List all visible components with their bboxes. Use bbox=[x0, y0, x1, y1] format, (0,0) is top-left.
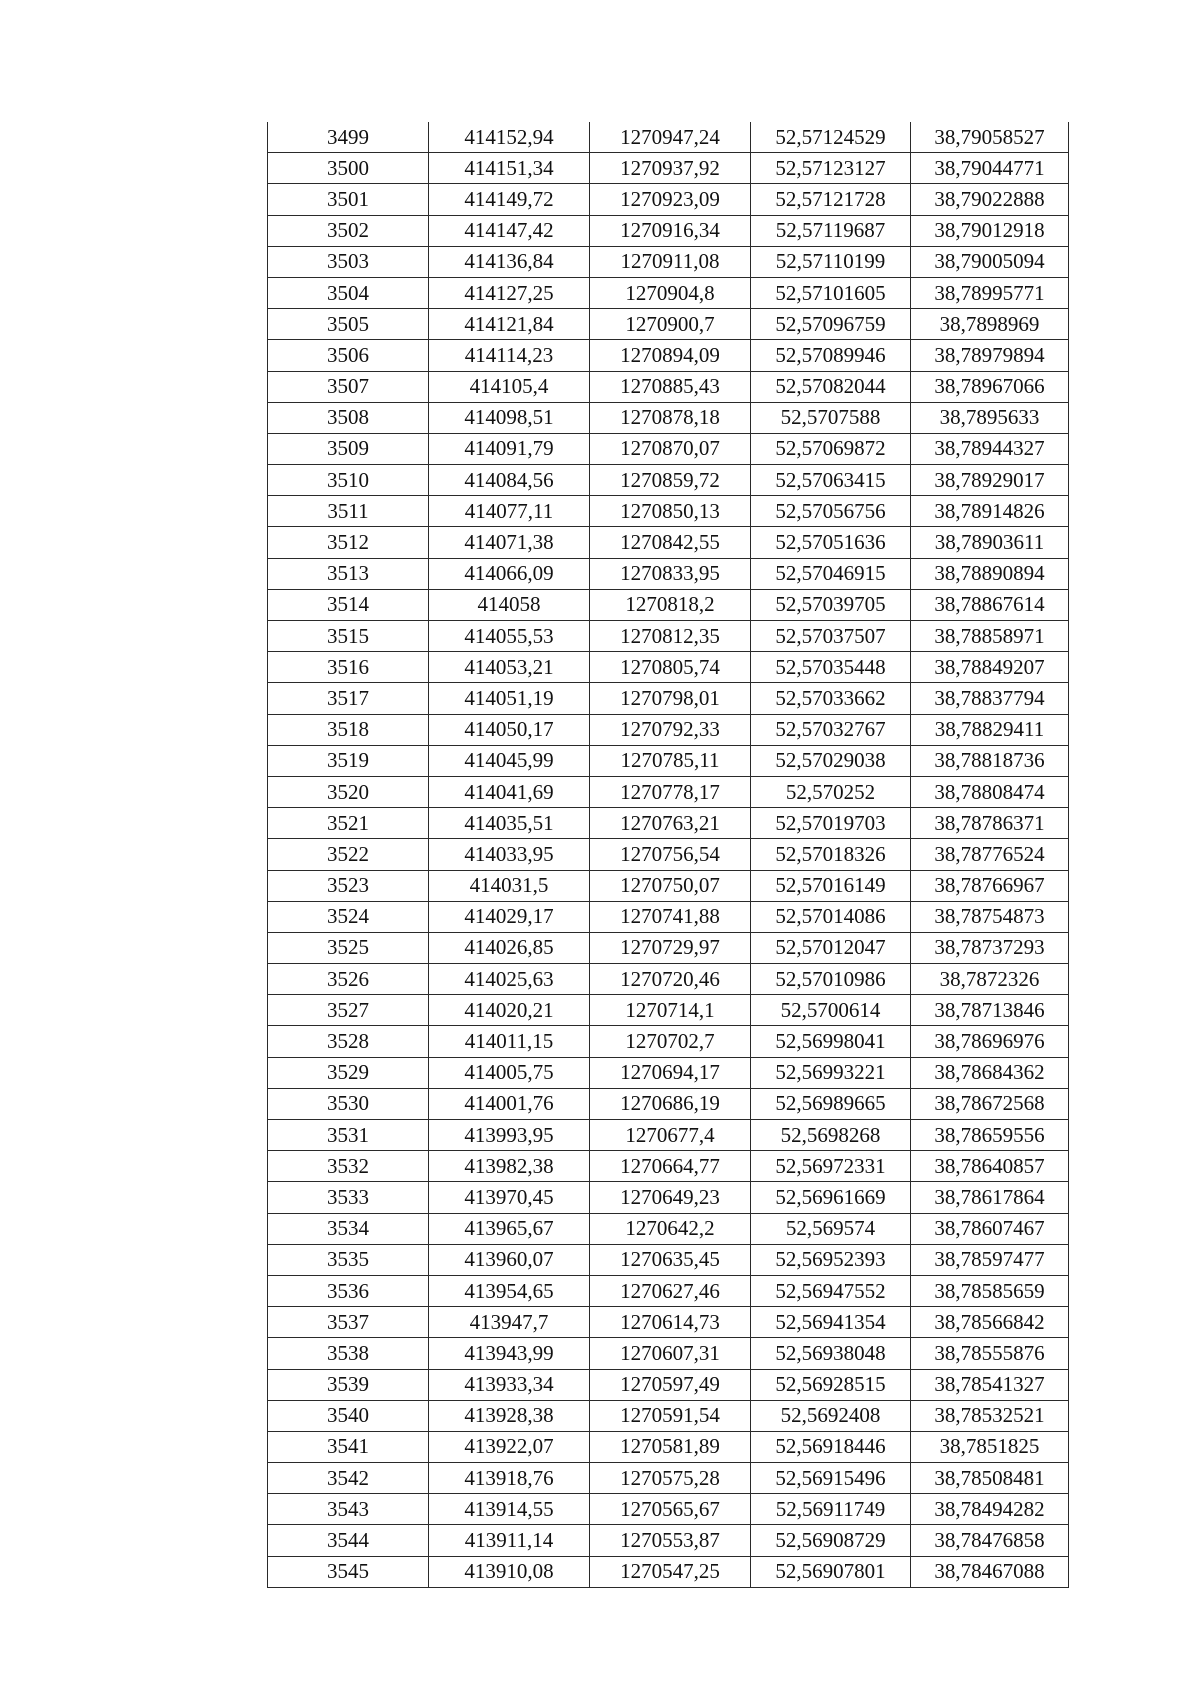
y-coordinate-cell: 1270798,01 bbox=[590, 683, 751, 714]
latitude-cell: 52,5698268 bbox=[751, 1120, 911, 1151]
latitude-cell: 52,57089946 bbox=[751, 340, 911, 371]
longitude-cell: 38,78508481 bbox=[911, 1463, 1069, 1494]
latitude-cell: 52,570252 bbox=[751, 776, 911, 807]
y-coordinate-cell: 1270792,33 bbox=[590, 714, 751, 745]
longitude-cell: 38,78672568 bbox=[911, 1088, 1069, 1119]
point-number-cell: 3504 bbox=[268, 277, 429, 308]
table-row bbox=[268, 652, 1069, 683]
longitude-cell: 38,78597477 bbox=[911, 1244, 1069, 1275]
y-coordinate-cell: 1270870,07 bbox=[590, 433, 751, 464]
y-coordinate-cell: 1270859,72 bbox=[590, 465, 751, 496]
longitude-cell: 38,78467088 bbox=[911, 1556, 1069, 1587]
table-row bbox=[268, 496, 1069, 527]
point-number-cell: 3511 bbox=[268, 496, 429, 527]
longitude-cell: 38,78713846 bbox=[911, 995, 1069, 1026]
latitude-cell: 52,57035448 bbox=[751, 652, 911, 683]
point-number-cell: 3520 bbox=[268, 776, 429, 807]
table-row bbox=[268, 153, 1069, 184]
x-coordinate-cell: 413910,08 bbox=[429, 1556, 590, 1587]
x-coordinate-cell: 414149,72 bbox=[429, 184, 590, 215]
table-row bbox=[268, 465, 1069, 496]
latitude-cell: 52,56972331 bbox=[751, 1151, 911, 1182]
point-number-cell: 3537 bbox=[268, 1307, 429, 1338]
point-number-cell: 3517 bbox=[268, 683, 429, 714]
longitude-cell: 38,7851825 bbox=[911, 1431, 1069, 1462]
point-number-cell: 3533 bbox=[268, 1182, 429, 1213]
y-coordinate-cell: 1270741,88 bbox=[590, 901, 751, 932]
point-number-cell: 3502 bbox=[268, 215, 429, 246]
latitude-cell: 52,56918446 bbox=[751, 1431, 911, 1462]
y-coordinate-cell: 1270937,92 bbox=[590, 153, 751, 184]
longitude-cell: 38,78858971 bbox=[911, 621, 1069, 652]
y-coordinate-cell: 1270729,97 bbox=[590, 932, 751, 963]
point-number-cell: 3523 bbox=[268, 870, 429, 901]
latitude-cell: 52,56961669 bbox=[751, 1182, 911, 1213]
x-coordinate-cell: 413954,65 bbox=[429, 1275, 590, 1306]
table-row bbox=[268, 1556, 1069, 1587]
point-number-cell: 3528 bbox=[268, 1026, 429, 1057]
longitude-cell: 38,79022888 bbox=[911, 184, 1069, 215]
x-coordinate-cell: 414077,11 bbox=[429, 496, 590, 527]
longitude-cell: 38,78979894 bbox=[911, 340, 1069, 371]
latitude-cell: 52,56998041 bbox=[751, 1026, 911, 1057]
longitude-cell: 38,78829411 bbox=[911, 714, 1069, 745]
latitude-cell: 52,57096759 bbox=[751, 309, 911, 340]
point-number-cell: 3506 bbox=[268, 340, 429, 371]
table-row bbox=[268, 371, 1069, 402]
latitude-cell: 52,57046915 bbox=[751, 558, 911, 589]
table-row bbox=[268, 1151, 1069, 1182]
latitude-cell: 52,57124529 bbox=[751, 122, 911, 153]
latitude-cell: 52,56908729 bbox=[751, 1525, 911, 1556]
table-row bbox=[268, 1088, 1069, 1119]
table-row bbox=[268, 1182, 1069, 1213]
latitude-cell: 52,57121728 bbox=[751, 184, 911, 215]
latitude-cell: 52,56947552 bbox=[751, 1275, 911, 1306]
longitude-cell: 38,78585659 bbox=[911, 1275, 1069, 1306]
latitude-cell: 52,56941354 bbox=[751, 1307, 911, 1338]
x-coordinate-cell: 414011,15 bbox=[429, 1026, 590, 1057]
x-coordinate-cell: 413965,67 bbox=[429, 1213, 590, 1244]
y-coordinate-cell: 1270878,18 bbox=[590, 402, 751, 433]
x-coordinate-cell: 414151,34 bbox=[429, 153, 590, 184]
y-coordinate-cell: 1270635,45 bbox=[590, 1244, 751, 1275]
latitude-cell: 52,56928515 bbox=[751, 1369, 911, 1400]
y-coordinate-cell: 1270850,13 bbox=[590, 496, 751, 527]
longitude-cell: 38,79005094 bbox=[911, 246, 1069, 277]
y-coordinate-cell: 1270565,67 bbox=[590, 1494, 751, 1525]
x-coordinate-cell: 414050,17 bbox=[429, 714, 590, 745]
point-number-cell: 3535 bbox=[268, 1244, 429, 1275]
x-coordinate-cell: 414114,23 bbox=[429, 340, 590, 371]
longitude-cell: 38,78890894 bbox=[911, 558, 1069, 589]
longitude-cell: 38,78849207 bbox=[911, 652, 1069, 683]
point-number-cell: 3510 bbox=[268, 465, 429, 496]
point-number-cell: 3499 bbox=[268, 122, 429, 153]
point-number-cell: 3544 bbox=[268, 1525, 429, 1556]
table-row bbox=[268, 1120, 1069, 1151]
point-number-cell: 3534 bbox=[268, 1213, 429, 1244]
longitude-cell: 38,78754873 bbox=[911, 901, 1069, 932]
longitude-cell: 38,78607467 bbox=[911, 1213, 1069, 1244]
latitude-cell: 52,57039705 bbox=[751, 589, 911, 620]
point-number-cell: 3540 bbox=[268, 1400, 429, 1431]
table-row bbox=[268, 1338, 1069, 1369]
x-coordinate-cell: 413993,95 bbox=[429, 1120, 590, 1151]
point-number-cell: 3531 bbox=[268, 1120, 429, 1151]
longitude-cell: 38,78541327 bbox=[911, 1369, 1069, 1400]
table-row bbox=[268, 246, 1069, 277]
y-coordinate-cell: 1270649,23 bbox=[590, 1182, 751, 1213]
x-coordinate-cell: 414020,21 bbox=[429, 995, 590, 1026]
table-row bbox=[268, 1057, 1069, 1088]
longitude-cell: 38,78617864 bbox=[911, 1182, 1069, 1213]
longitude-cell: 38,79044771 bbox=[911, 153, 1069, 184]
latitude-cell: 52,56952393 bbox=[751, 1244, 911, 1275]
point-number-cell: 3508 bbox=[268, 402, 429, 433]
y-coordinate-cell: 1270547,25 bbox=[590, 1556, 751, 1587]
point-number-cell: 3538 bbox=[268, 1338, 429, 1369]
longitude-cell: 38,78818736 bbox=[911, 745, 1069, 776]
latitude-cell: 52,5707588 bbox=[751, 402, 911, 433]
longitude-cell: 38,78903611 bbox=[911, 527, 1069, 558]
table-row bbox=[268, 745, 1069, 776]
table-row bbox=[268, 714, 1069, 745]
point-number-cell: 3541 bbox=[268, 1431, 429, 1462]
point-number-cell: 3500 bbox=[268, 153, 429, 184]
longitude-cell: 38,78696976 bbox=[911, 1026, 1069, 1057]
x-coordinate-cell: 414105,4 bbox=[429, 371, 590, 402]
y-coordinate-cell: 1270833,95 bbox=[590, 558, 751, 589]
longitude-cell: 38,78532521 bbox=[911, 1400, 1069, 1431]
y-coordinate-cell: 1270607,31 bbox=[590, 1338, 751, 1369]
latitude-cell: 52,57051636 bbox=[751, 527, 911, 558]
y-coordinate-cell: 1270720,46 bbox=[590, 964, 751, 995]
x-coordinate-cell: 414005,75 bbox=[429, 1057, 590, 1088]
y-coordinate-cell: 1270885,43 bbox=[590, 371, 751, 402]
x-coordinate-cell: 414025,63 bbox=[429, 964, 590, 995]
longitude-cell: 38,78737293 bbox=[911, 932, 1069, 963]
latitude-cell: 52,57032767 bbox=[751, 714, 911, 745]
table-row bbox=[268, 776, 1069, 807]
latitude-cell: 52,56907801 bbox=[751, 1556, 911, 1587]
x-coordinate-cell: 414152,94 bbox=[429, 122, 590, 153]
y-coordinate-cell: 1270614,73 bbox=[590, 1307, 751, 1338]
latitude-cell: 52,57101605 bbox=[751, 277, 911, 308]
y-coordinate-cell: 1270694,17 bbox=[590, 1057, 751, 1088]
longitude-cell: 38,7898969 bbox=[911, 309, 1069, 340]
x-coordinate-cell: 414031,5 bbox=[429, 870, 590, 901]
y-coordinate-cell: 1270842,55 bbox=[590, 527, 751, 558]
y-coordinate-cell: 1270664,77 bbox=[590, 1151, 751, 1182]
y-coordinate-cell: 1270677,4 bbox=[590, 1120, 751, 1151]
point-number-cell: 3524 bbox=[268, 901, 429, 932]
x-coordinate-cell: 414026,85 bbox=[429, 932, 590, 963]
coordinates-table bbox=[267, 122, 1069, 1588]
point-number-cell: 3521 bbox=[268, 808, 429, 839]
table-row bbox=[268, 1431, 1069, 1462]
point-number-cell: 3526 bbox=[268, 964, 429, 995]
y-coordinate-cell: 1270750,07 bbox=[590, 870, 751, 901]
y-coordinate-cell: 1270597,49 bbox=[590, 1369, 751, 1400]
x-coordinate-cell: 414035,51 bbox=[429, 808, 590, 839]
table-row bbox=[268, 589, 1069, 620]
longitude-cell: 38,78476858 bbox=[911, 1525, 1069, 1556]
longitude-cell: 38,7872326 bbox=[911, 964, 1069, 995]
table-row bbox=[268, 932, 1069, 963]
point-number-cell: 3536 bbox=[268, 1275, 429, 1306]
latitude-cell: 52,57010986 bbox=[751, 964, 911, 995]
point-number-cell: 3505 bbox=[268, 309, 429, 340]
longitude-cell: 38,78786371 bbox=[911, 808, 1069, 839]
table-row bbox=[268, 215, 1069, 246]
y-coordinate-cell: 1270714,1 bbox=[590, 995, 751, 1026]
x-coordinate-cell: 414051,19 bbox=[429, 683, 590, 714]
longitude-cell: 38,7895633 bbox=[911, 402, 1069, 433]
latitude-cell: 52,57012047 bbox=[751, 932, 911, 963]
latitude-cell: 52,57016149 bbox=[751, 870, 911, 901]
x-coordinate-cell: 414058 bbox=[429, 589, 590, 620]
point-number-cell: 3507 bbox=[268, 371, 429, 402]
point-number-cell: 3516 bbox=[268, 652, 429, 683]
longitude-cell: 38,78659556 bbox=[911, 1120, 1069, 1151]
table-row bbox=[268, 340, 1069, 371]
point-number-cell: 3539 bbox=[268, 1369, 429, 1400]
y-coordinate-cell: 1270763,21 bbox=[590, 808, 751, 839]
table-row bbox=[268, 1275, 1069, 1306]
point-number-cell: 3519 bbox=[268, 745, 429, 776]
point-number-cell: 3518 bbox=[268, 714, 429, 745]
latitude-cell: 52,57029038 bbox=[751, 745, 911, 776]
table-row bbox=[268, 527, 1069, 558]
y-coordinate-cell: 1270553,87 bbox=[590, 1525, 751, 1556]
x-coordinate-cell: 413911,14 bbox=[429, 1525, 590, 1556]
longitude-cell: 38,78776524 bbox=[911, 839, 1069, 870]
x-coordinate-cell: 414029,17 bbox=[429, 901, 590, 932]
point-number-cell: 3532 bbox=[268, 1151, 429, 1182]
x-coordinate-cell: 413947,7 bbox=[429, 1307, 590, 1338]
latitude-cell: 52,5700614 bbox=[751, 995, 911, 1026]
point-number-cell: 3513 bbox=[268, 558, 429, 589]
latitude-cell: 52,56915496 bbox=[751, 1463, 911, 1494]
y-coordinate-cell: 1270591,54 bbox=[590, 1400, 751, 1431]
latitude-cell: 52,57019703 bbox=[751, 808, 911, 839]
x-coordinate-cell: 413960,07 bbox=[429, 1244, 590, 1275]
y-coordinate-cell: 1270686,19 bbox=[590, 1088, 751, 1119]
point-number-cell: 3545 bbox=[268, 1556, 429, 1587]
point-number-cell: 3529 bbox=[268, 1057, 429, 1088]
table-row bbox=[268, 184, 1069, 215]
longitude-cell: 38,78914826 bbox=[911, 496, 1069, 527]
table-row bbox=[268, 870, 1069, 901]
latitude-cell: 52,57063415 bbox=[751, 465, 911, 496]
table-row bbox=[268, 621, 1069, 652]
y-coordinate-cell: 1270642,2 bbox=[590, 1213, 751, 1244]
longitude-cell: 38,78837794 bbox=[911, 683, 1069, 714]
y-coordinate-cell: 1270818,2 bbox=[590, 589, 751, 620]
latitude-cell: 52,57018326 bbox=[751, 839, 911, 870]
point-number-cell: 3503 bbox=[268, 246, 429, 277]
x-coordinate-cell: 414084,56 bbox=[429, 465, 590, 496]
y-coordinate-cell: 1270923,09 bbox=[590, 184, 751, 215]
point-number-cell: 3525 bbox=[268, 932, 429, 963]
y-coordinate-cell: 1270778,17 bbox=[590, 776, 751, 807]
x-coordinate-cell: 413922,07 bbox=[429, 1431, 590, 1462]
y-coordinate-cell: 1270911,08 bbox=[590, 246, 751, 277]
table-row bbox=[268, 995, 1069, 1026]
y-coordinate-cell: 1270575,28 bbox=[590, 1463, 751, 1494]
x-coordinate-cell: 414098,51 bbox=[429, 402, 590, 433]
point-number-cell: 3530 bbox=[268, 1088, 429, 1119]
point-number-cell: 3527 bbox=[268, 995, 429, 1026]
longitude-cell: 38,78566842 bbox=[911, 1307, 1069, 1338]
x-coordinate-cell: 414091,79 bbox=[429, 433, 590, 464]
table-row bbox=[268, 1369, 1069, 1400]
table-row bbox=[268, 1307, 1069, 1338]
longitude-cell: 38,78867614 bbox=[911, 589, 1069, 620]
x-coordinate-cell: 414147,42 bbox=[429, 215, 590, 246]
latitude-cell: 52,57014086 bbox=[751, 901, 911, 932]
y-coordinate-cell: 1270812,35 bbox=[590, 621, 751, 652]
x-coordinate-cell: 414055,53 bbox=[429, 621, 590, 652]
table-row bbox=[268, 277, 1069, 308]
x-coordinate-cell: 414136,84 bbox=[429, 246, 590, 277]
table-row bbox=[268, 558, 1069, 589]
table-row bbox=[268, 901, 1069, 932]
coordinates-table-body bbox=[268, 122, 1069, 1587]
point-number-cell: 3509 bbox=[268, 433, 429, 464]
x-coordinate-cell: 414033,95 bbox=[429, 839, 590, 870]
longitude-cell: 38,78684362 bbox=[911, 1057, 1069, 1088]
table-row bbox=[268, 122, 1069, 153]
y-coordinate-cell: 1270581,89 bbox=[590, 1431, 751, 1462]
y-coordinate-cell: 1270894,09 bbox=[590, 340, 751, 371]
table-row bbox=[268, 309, 1069, 340]
x-coordinate-cell: 414127,25 bbox=[429, 277, 590, 308]
y-coordinate-cell: 1270904,8 bbox=[590, 277, 751, 308]
longitude-cell: 38,78640857 bbox=[911, 1151, 1069, 1182]
table-row bbox=[268, 1494, 1069, 1525]
longitude-cell: 38,78555876 bbox=[911, 1338, 1069, 1369]
point-number-cell: 3542 bbox=[268, 1463, 429, 1494]
latitude-cell: 52,57123127 bbox=[751, 153, 911, 184]
table-row bbox=[268, 433, 1069, 464]
x-coordinate-cell: 414045,99 bbox=[429, 745, 590, 776]
table-row bbox=[268, 402, 1069, 433]
longitude-cell: 38,78808474 bbox=[911, 776, 1069, 807]
latitude-cell: 52,57069872 bbox=[751, 433, 911, 464]
latitude-cell: 52,56911749 bbox=[751, 1494, 911, 1525]
longitude-cell: 38,78944327 bbox=[911, 433, 1069, 464]
latitude-cell: 52,57082044 bbox=[751, 371, 911, 402]
x-coordinate-cell: 414071,38 bbox=[429, 527, 590, 558]
point-number-cell: 3522 bbox=[268, 839, 429, 870]
point-number-cell: 3514 bbox=[268, 589, 429, 620]
x-coordinate-cell: 413970,45 bbox=[429, 1182, 590, 1213]
longitude-cell: 38,78967066 bbox=[911, 371, 1069, 402]
latitude-cell: 52,57119687 bbox=[751, 215, 911, 246]
y-coordinate-cell: 1270916,34 bbox=[590, 215, 751, 246]
latitude-cell: 52,57037507 bbox=[751, 621, 911, 652]
x-coordinate-cell: 414066,09 bbox=[429, 558, 590, 589]
table-row bbox=[268, 1026, 1069, 1057]
x-coordinate-cell: 414001,76 bbox=[429, 1088, 590, 1119]
latitude-cell: 52,57033662 bbox=[751, 683, 911, 714]
x-coordinate-cell: 413914,55 bbox=[429, 1494, 590, 1525]
x-coordinate-cell: 414053,21 bbox=[429, 652, 590, 683]
table-row bbox=[268, 1213, 1069, 1244]
point-number-cell: 3501 bbox=[268, 184, 429, 215]
latitude-cell: 52,56989665 bbox=[751, 1088, 911, 1119]
latitude-cell: 52,56993221 bbox=[751, 1057, 911, 1088]
y-coordinate-cell: 1270785,11 bbox=[590, 745, 751, 776]
x-coordinate-cell: 413982,38 bbox=[429, 1151, 590, 1182]
x-coordinate-cell: 413928,38 bbox=[429, 1400, 590, 1431]
latitude-cell: 52,569574 bbox=[751, 1213, 911, 1244]
x-coordinate-cell: 414041,69 bbox=[429, 776, 590, 807]
table-row bbox=[268, 1525, 1069, 1556]
table-row bbox=[268, 1244, 1069, 1275]
longitude-cell: 38,78766967 bbox=[911, 870, 1069, 901]
latitude-cell: 52,57056756 bbox=[751, 496, 911, 527]
table-row bbox=[268, 808, 1069, 839]
longitude-cell: 38,78929017 bbox=[911, 465, 1069, 496]
y-coordinate-cell: 1270805,74 bbox=[590, 652, 751, 683]
latitude-cell: 52,5692408 bbox=[751, 1400, 911, 1431]
y-coordinate-cell: 1270756,54 bbox=[590, 839, 751, 870]
latitude-cell: 52,56938048 bbox=[751, 1338, 911, 1369]
longitude-cell: 38,78494282 bbox=[911, 1494, 1069, 1525]
table-row bbox=[268, 1463, 1069, 1494]
x-coordinate-cell: 413918,76 bbox=[429, 1463, 590, 1494]
y-coordinate-cell: 1270702,7 bbox=[590, 1026, 751, 1057]
y-coordinate-cell: 1270627,46 bbox=[590, 1275, 751, 1306]
table-row bbox=[268, 1400, 1069, 1431]
longitude-cell: 38,78995771 bbox=[911, 277, 1069, 308]
y-coordinate-cell: 1270900,7 bbox=[590, 309, 751, 340]
longitude-cell: 38,79058527 bbox=[911, 122, 1069, 153]
x-coordinate-cell: 414121,84 bbox=[429, 309, 590, 340]
latitude-cell: 52,57110199 bbox=[751, 246, 911, 277]
x-coordinate-cell: 413943,99 bbox=[429, 1338, 590, 1369]
table-row bbox=[268, 964, 1069, 995]
table-row bbox=[268, 683, 1069, 714]
table-row bbox=[268, 839, 1069, 870]
point-number-cell: 3543 bbox=[268, 1494, 429, 1525]
x-coordinate-cell: 413933,34 bbox=[429, 1369, 590, 1400]
point-number-cell: 3512 bbox=[268, 527, 429, 558]
longitude-cell: 38,79012918 bbox=[911, 215, 1069, 246]
point-number-cell: 3515 bbox=[268, 621, 429, 652]
y-coordinate-cell: 1270947,24 bbox=[590, 122, 751, 153]
